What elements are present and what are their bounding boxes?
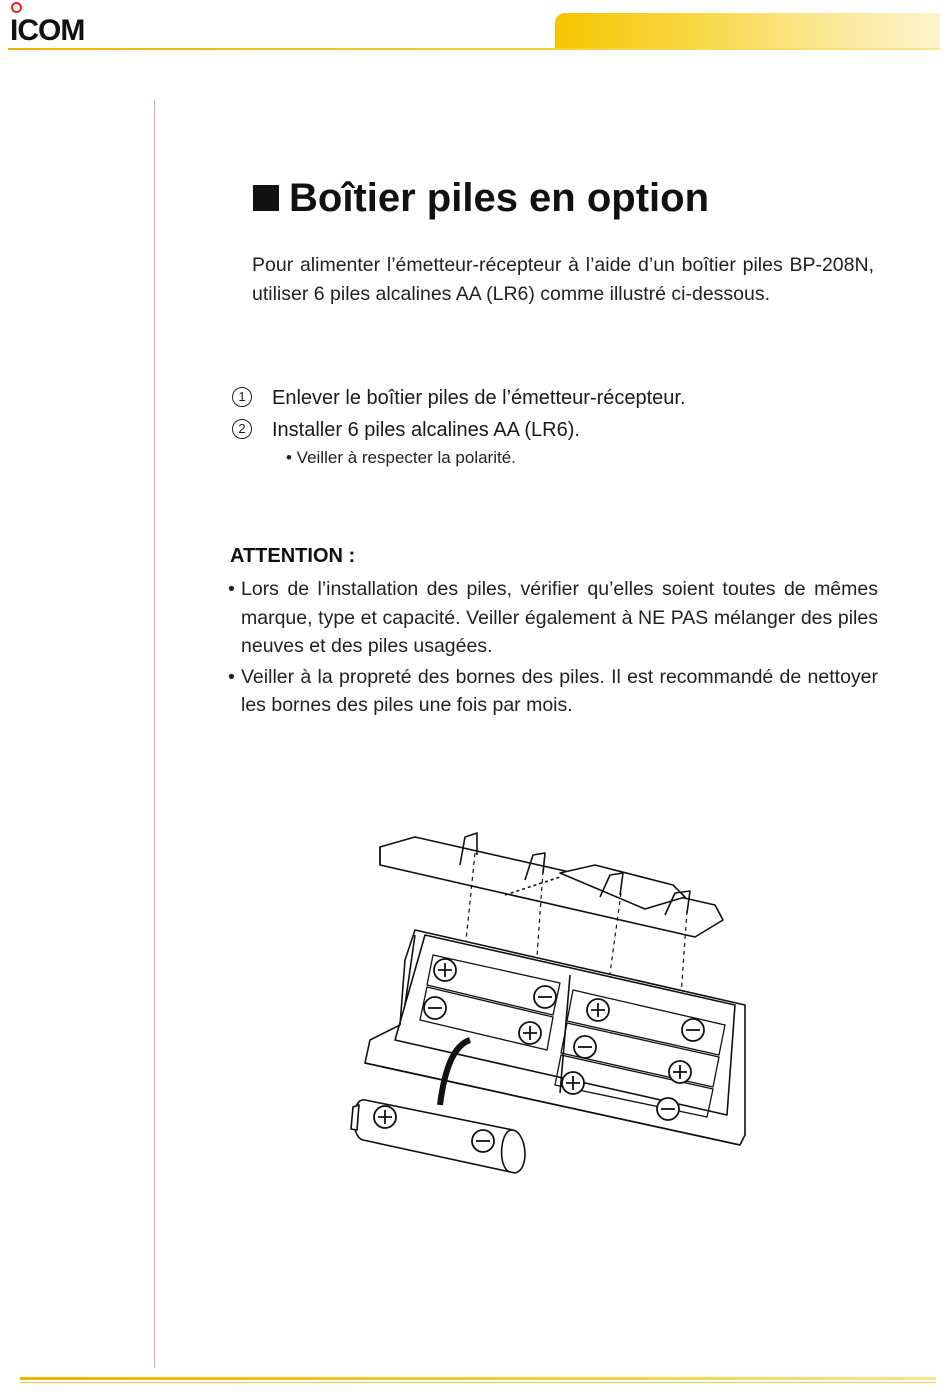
margin-line (154, 100, 155, 1368)
logo-text: ICOM (10, 14, 85, 47)
step-text: Enlever le boîtier piles de l’émetteur-récepteur. (272, 387, 686, 409)
battery-case-illustration (345, 825, 765, 1185)
attention-item: • Veiller à la propreté des bornes des piles. Il est recommandé de nettoyer les bornes des piles une fois par mois. (228, 663, 878, 720)
footer-rule (20, 1377, 936, 1380)
attention-list (228, 575, 878, 722)
section-title-text: Boîtier piles en option (289, 176, 710, 220)
intro-paragraph: Pour alimenter l’émetteur-récepteur à l’aide d’un boîtier piles BP-208N, utiliser 6 piles alcalines AA (LR6) comme illustré ci-dessous. (252, 254, 874, 305)
logo-ring-icon (11, 2, 22, 13)
attention-heading: ATTENTION : (230, 545, 356, 567)
step-item (232, 384, 892, 416)
square-bullet-icon (253, 185, 279, 211)
step-text: Installer 6 piles alcalines AA (LR6). (272, 419, 580, 441)
step-number: 1 (232, 387, 252, 407)
attention-item: • Lors de l’installation des piles, vérifier qu’elles soient toutes de mêmes marque, type et capacité. Veiller également à NE PAS mélanger des piles neuves et des piles usagées. (228, 575, 878, 661)
step-note: • Veiller à respecter la polarité. (286, 448, 516, 467)
footer-rule-thin (20, 1382, 936, 1383)
steps-list (232, 384, 892, 448)
section-title (253, 176, 709, 221)
icom-logo (10, 2, 120, 48)
loose-aa-battery (351, 1100, 525, 1173)
header-rule (8, 48, 940, 50)
battery-cover-lid (380, 837, 723, 937)
step-number: 2 (232, 419, 252, 439)
step-item (232, 416, 892, 448)
header-band (555, 13, 940, 50)
